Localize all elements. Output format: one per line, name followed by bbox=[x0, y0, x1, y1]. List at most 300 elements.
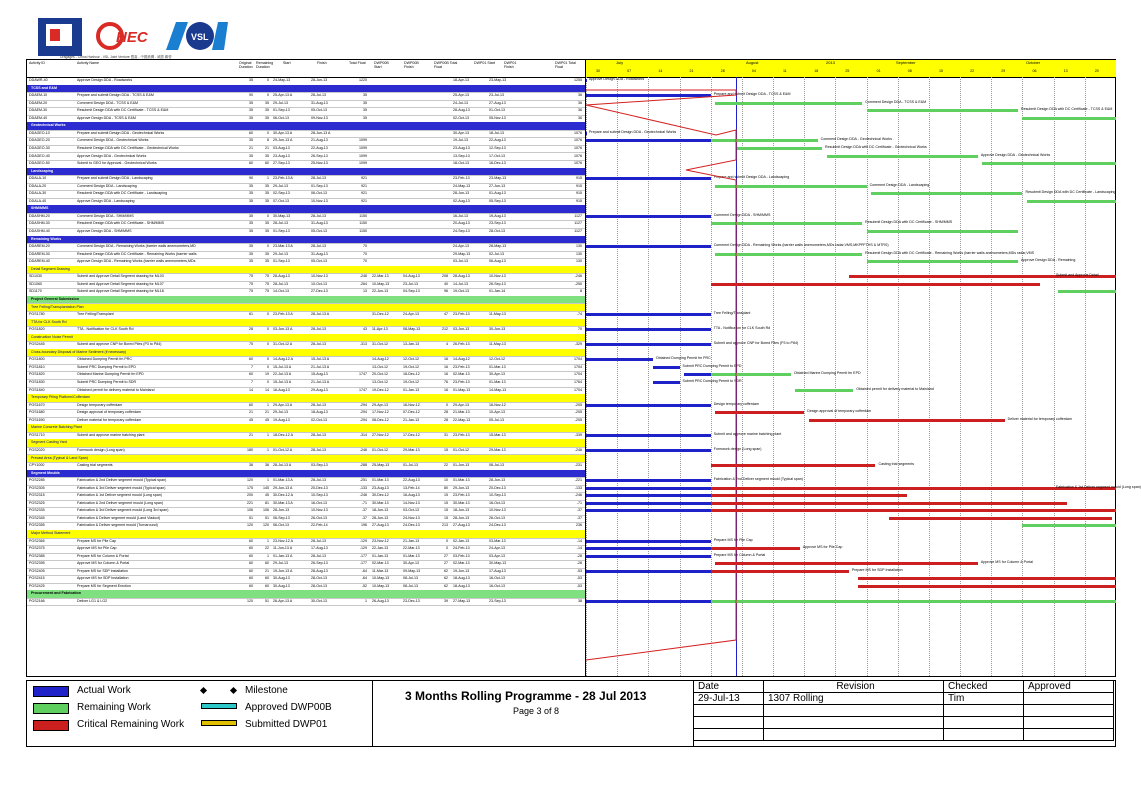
cell-rd: 35 bbox=[265, 198, 269, 203]
cell-rd: 0 bbox=[267, 342, 269, 347]
cell-f1: 03-Oct-13 bbox=[403, 508, 419, 513]
cell-id: DDASHM-30 bbox=[29, 221, 50, 226]
cell-st: 15-Jul-13 A bbox=[273, 380, 292, 384]
cell-t2: 1704 bbox=[574, 387, 582, 392]
cell-tf: -64 bbox=[361, 576, 367, 581]
cell-fi: 28-Jul-13 bbox=[311, 553, 326, 558]
cell-tf: -251 bbox=[359, 478, 367, 483]
cell-f1: 24-Apr-13 bbox=[403, 312, 419, 317]
cell-rd: 106 bbox=[263, 508, 269, 513]
cell-id: PGS2020 bbox=[29, 447, 45, 452]
rev-date-value: 29-Jul-13 bbox=[694, 693, 764, 705]
cell-od: 28 bbox=[249, 327, 253, 332]
cell-st: 27-Sep-13 bbox=[273, 161, 290, 166]
cell-f2: 01-Mar-13 bbox=[489, 364, 506, 369]
cell-id: DDAEM-40 bbox=[29, 115, 48, 120]
cell-rd: 60 bbox=[265, 561, 269, 566]
cell-s1: 02-Mar-13 bbox=[372, 561, 389, 566]
cell-f2: 23-Sep-13 bbox=[489, 221, 506, 226]
cell-id: PGS1840 bbox=[29, 387, 45, 392]
cell-tf: 196 bbox=[361, 523, 367, 528]
cell-s2: 19-Jul-13 bbox=[453, 138, 468, 143]
cell-od: 35 bbox=[249, 221, 253, 226]
cell-rd: 0 bbox=[267, 244, 269, 249]
cell-st: 14-Oct-13 bbox=[273, 289, 289, 294]
cell-s1: 31-Oct-12 bbox=[372, 342, 388, 347]
section-title: Major Method Statement bbox=[31, 531, 71, 535]
cell-t1: 15 bbox=[444, 447, 448, 452]
cell-st: 23-Feb-13 A bbox=[273, 312, 293, 317]
section-title: Cross-boundary Disposal of Marine Sediment (if necessary) bbox=[31, 349, 127, 354]
cell-rd: 35 bbox=[265, 191, 269, 196]
cell-t2: -53 bbox=[576, 576, 582, 581]
cell-rd: 60 bbox=[265, 576, 269, 581]
week-label: 15 bbox=[938, 69, 943, 73]
cell-name: Resubmit Design DDA with DC Certificate - Landscaping bbox=[77, 191, 168, 196]
cell-tf: -37 bbox=[361, 508, 367, 513]
cell-st: 28-Jul-13 bbox=[273, 221, 288, 226]
cell-t2: -231 bbox=[574, 463, 582, 468]
cell-od: 14 bbox=[249, 387, 253, 392]
cell-tf: -37 bbox=[361, 515, 367, 520]
cell-f2: 06-Aug-13 bbox=[489, 259, 506, 264]
cell-od: 120 bbox=[247, 478, 253, 483]
cell-tf: 921 bbox=[361, 183, 367, 188]
col-total-float: Total Float bbox=[349, 61, 366, 65]
cell-f2: 05-Sep-13 bbox=[489, 198, 506, 203]
cell-od: 200 bbox=[247, 493, 253, 498]
cell-s2: 02-Aug-13 bbox=[453, 198, 470, 203]
cell-s2: 23-Feb-13 bbox=[453, 493, 470, 498]
cell-st: 31-Oct-12 A bbox=[273, 342, 293, 347]
cell-t2: 130 bbox=[576, 251, 582, 256]
col-finish: Finish bbox=[317, 61, 327, 65]
cell-f2: 01-Aug-13 bbox=[489, 191, 506, 196]
cell-tf: -129 bbox=[359, 546, 367, 551]
bar-label: Approve Design DDA - Roadworks bbox=[589, 77, 645, 81]
cell-f1: 16-Nov-12 bbox=[403, 402, 420, 407]
vsl-logo bbox=[166, 20, 228, 52]
bar-label: Submit and approve marine batching plant bbox=[713, 431, 782, 436]
cell-name: Approve Design DDA - Remaining Works (barrier walls anemometers,MDs bbox=[77, 259, 196, 264]
cell-f1: 07-Dec-12 bbox=[403, 410, 420, 415]
cell-s1: 22-Mar-13 bbox=[372, 274, 389, 279]
cell-name: Comment Design DDA - SHM/MMS bbox=[77, 213, 134, 218]
cell-rd: 35 bbox=[265, 259, 269, 264]
cell-id: DDALA-40 bbox=[29, 198, 47, 203]
cell-s2: 14-Aug-12 bbox=[453, 357, 470, 362]
week-label: 20 bbox=[1094, 69, 1099, 73]
cell-f2: 05-Nov-13 bbox=[489, 115, 506, 120]
cell-fi: 21-Jul-13 A bbox=[311, 364, 330, 369]
cell-t1: 16 bbox=[444, 372, 448, 377]
cell-id: PGS2395 bbox=[29, 561, 45, 566]
cell-rd: 0 bbox=[267, 312, 269, 317]
cell-f2: 30-May-13 bbox=[489, 561, 507, 566]
cell-f2: 17-Oct-13 bbox=[489, 153, 505, 158]
cell-s2: 18-Apr-13 bbox=[453, 78, 469, 82]
cell-rd: 1 bbox=[267, 447, 269, 452]
cell-rd: 75 bbox=[265, 281, 269, 286]
cell-t1: 28 bbox=[444, 417, 448, 422]
cell-s2: 20-Aug-13 bbox=[453, 221, 470, 226]
cell-s2: 29-Apr-13 bbox=[453, 402, 469, 407]
cell-s2: 23-Feb-13 bbox=[453, 380, 470, 384]
cell-name: Design temporary cofferdam bbox=[77, 402, 123, 407]
cell-id: DDAGEO-20 bbox=[29, 138, 50, 143]
cell-t1: 31 bbox=[444, 432, 448, 437]
cell-od: 60 bbox=[249, 402, 253, 407]
cell-s1: 14-Aug-12 bbox=[372, 357, 389, 362]
cell-rd: 1 bbox=[267, 538, 269, 543]
cell-f2: 26-Sep-13 bbox=[489, 281, 506, 286]
cell-st: 30-Dec-12 A bbox=[273, 493, 293, 498]
cell-id: DDALA-30 bbox=[29, 191, 47, 196]
revision-table bbox=[693, 681, 1114, 746]
cell-t1: 213 bbox=[442, 523, 448, 528]
cell-od: 60 bbox=[249, 372, 253, 377]
cell-s1: 27-Nov-12 bbox=[372, 432, 389, 437]
cell-id: PGS1820 bbox=[29, 372, 45, 377]
cell-od: 35 bbox=[249, 108, 253, 113]
cell-name: Fabrication & 1st Deliver segment mould (Long span) bbox=[77, 493, 162, 498]
cell-id: DDAREM-40 bbox=[29, 259, 50, 264]
cell-s1: 10-May-13 bbox=[372, 576, 390, 581]
cell-id: PGS2305 bbox=[29, 485, 45, 490]
cell-od: 75 bbox=[249, 289, 253, 294]
cell-s2: 19-Oct-13 bbox=[453, 289, 469, 294]
cell-t2: 915 bbox=[576, 198, 582, 203]
cell-t2: -37 bbox=[576, 508, 582, 513]
cell-f1: 22-Mar-13 bbox=[403, 546, 420, 551]
cell-t2: -28 bbox=[576, 561, 582, 566]
cell-st: 29-Jul-13 bbox=[273, 183, 288, 188]
cell-rd: 1 bbox=[267, 432, 269, 437]
cell-st: 23-Feb-13 A bbox=[273, 176, 293, 181]
cell-t2: -53 bbox=[576, 568, 582, 573]
cell-t2: -205 bbox=[574, 417, 582, 422]
cell-id: DDAWR-40 bbox=[29, 78, 48, 82]
programme-title: 3 Months Rolling Programme - 28 Jul 2013 bbox=[405, 689, 647, 703]
cell-rd: 21 bbox=[265, 410, 269, 415]
cell-fi: 18-Aug-13 bbox=[311, 410, 328, 415]
cell-t2: 1127 bbox=[574, 221, 582, 226]
cell-name: Submit PRC Dumping Permit to SDR bbox=[77, 380, 137, 384]
cell-name: Fabrication & Deliver segment mould (Turnaround) bbox=[77, 523, 158, 528]
cell-t1: 15 bbox=[444, 500, 448, 505]
cell-t2: 1076 bbox=[574, 130, 582, 135]
svg-text:HEC: HEC bbox=[116, 29, 148, 46]
bar-label: Approve MS for Pile Cap bbox=[802, 545, 843, 550]
cell-rd: 35 bbox=[265, 153, 269, 158]
cell-f2: 14-May-13 bbox=[489, 387, 507, 392]
cell-f2: 01-Oct-13 bbox=[489, 108, 505, 113]
cell-f1: 08-Jul-13 bbox=[403, 583, 418, 588]
cell-rd: 120 bbox=[263, 523, 269, 528]
cell-f2: 16-Oct-13 bbox=[489, 500, 505, 505]
cell-name: Prepare MS for Column & Portal bbox=[77, 553, 129, 558]
cell-tf: -294 bbox=[359, 410, 367, 415]
cell-s2: 02-Mar-13 bbox=[453, 561, 470, 566]
cell-f2: 19-Aug-13 bbox=[489, 213, 506, 218]
col-dwp00b-start: DWP00B Start bbox=[374, 61, 389, 69]
cell-id: DDAGEO-30 bbox=[29, 145, 50, 150]
cell-t2: 1704 bbox=[574, 357, 582, 362]
cell-s2: 29-May-13 bbox=[453, 251, 471, 256]
legend-critical-label: Critical Remaining Work bbox=[77, 719, 185, 730]
cell-rd: 1 bbox=[267, 402, 269, 407]
col-dwp01-tf: DWP01 Total Float bbox=[555, 61, 576, 69]
cell-s2: 27-May-13 bbox=[453, 598, 471, 603]
cell-fi: 28-Jul-13 bbox=[311, 402, 326, 407]
cell-name: Tree Felling/Transplant bbox=[77, 312, 114, 317]
cell-name: Approve Design DDA - Geotechnical Works bbox=[77, 153, 147, 158]
cell-id: PGS2385 bbox=[29, 553, 45, 558]
month-label: September bbox=[896, 60, 916, 65]
cell-fi: 21-Jul-13 A bbox=[311, 380, 330, 384]
cell-t1: 27 bbox=[444, 561, 448, 566]
cell-fi: 16-Oct-13 bbox=[311, 500, 327, 505]
cell-f1: 08-Jul-13 bbox=[403, 576, 418, 581]
cell-s2: 23-Feb-13 bbox=[453, 176, 470, 181]
col-dwp00b-tf: DWP00B Total Float bbox=[434, 61, 458, 69]
cell-name: Fabrication & 2nd Deliver segment mould (Typical span) bbox=[77, 478, 167, 483]
cell-tf: 1747 bbox=[359, 387, 367, 392]
legend-approved-label: Approved DWP00B bbox=[245, 702, 332, 713]
cell-name: Fabrication & 3rd Deliver segment mould (Typical span) bbox=[77, 485, 166, 490]
cell-f1: 17-Dec-12 bbox=[403, 432, 420, 437]
cell-fi: 28-Jul-13 bbox=[311, 478, 326, 483]
cell-tf: 70 bbox=[363, 251, 367, 256]
cell-f2: 16-Nov-12 bbox=[489, 402, 506, 407]
section-title: Construction Noise Permit bbox=[31, 334, 73, 339]
cell-od: 7 bbox=[251, 380, 253, 384]
cell-fi: 10-Oct-13 bbox=[311, 281, 327, 286]
cell-fi: 02-Oct-13 bbox=[311, 417, 327, 422]
cell-name: Fabrication & 2nd Deliver segment mould (Long span) bbox=[77, 500, 164, 505]
cell-f1: 21-Jan-13 bbox=[403, 538, 420, 543]
cell-st: 24-May-13 bbox=[273, 78, 291, 82]
cell-f1: 01-Jan-13 bbox=[403, 387, 420, 392]
cell-od: 221 bbox=[247, 500, 253, 505]
cell-od: 7 bbox=[251, 364, 253, 369]
cell-s1: 11-Mar-13 bbox=[372, 568, 389, 573]
cell-tf: -64 bbox=[361, 568, 367, 573]
cell-rd: 35 bbox=[265, 100, 269, 105]
cell-tf: 1 bbox=[365, 598, 367, 603]
cell-name: Design approval of temporary cofferdam bbox=[77, 410, 142, 415]
cell-rd: 0 bbox=[267, 364, 269, 369]
cell-fi: 28-Jul-13 bbox=[311, 213, 326, 218]
cell-f2: 10-Sep-13 bbox=[489, 493, 506, 498]
cell-id: DDAGEO-10 bbox=[29, 130, 50, 135]
cell-st: 01-Sep-13 bbox=[273, 259, 290, 264]
cell-fi: 15-Aug-13 bbox=[311, 372, 328, 377]
cell-t2: -14 bbox=[576, 538, 582, 543]
section-title: Marine Concrete Batching Plant bbox=[31, 425, 82, 430]
rev-approved-value bbox=[1024, 693, 1114, 705]
col-dwp01-start: DWP01 Start bbox=[474, 61, 495, 65]
cell-s1: 01-Jan-13 bbox=[372, 553, 389, 558]
cell-t2: 1127 bbox=[574, 229, 582, 233]
cell-od: 90 bbox=[249, 176, 253, 181]
cell-od: 120 bbox=[247, 523, 253, 528]
cell-f2: 10-Nov-13 bbox=[489, 508, 506, 513]
cell-name: Approve MS for Pile Cap bbox=[77, 546, 117, 551]
cell-s2: 28-Jun-13 bbox=[453, 515, 470, 520]
cell-s1: 30-Mar-13 bbox=[372, 500, 389, 505]
cell-st: 19-Jun-13 A bbox=[273, 568, 293, 573]
cell-fi: 28-Jul-13 bbox=[311, 244, 326, 249]
cell-st: 06-Oct-13 bbox=[273, 523, 289, 528]
cell-fi: 05-Oct-13 bbox=[311, 108, 327, 113]
cell-s1: 27-Aug-13 bbox=[372, 523, 389, 528]
week-label: 08 bbox=[907, 69, 912, 73]
cell-t1: 40 bbox=[444, 281, 448, 286]
cell-id: DDAEM-20 bbox=[29, 100, 48, 105]
cell-t2: 70 bbox=[578, 327, 582, 332]
cell-od: 75 bbox=[249, 342, 253, 347]
section-title: Tree Felling/Transplantation Plan bbox=[31, 304, 84, 309]
cell-fi: 25-Nov-13 bbox=[311, 161, 328, 166]
dragages-logo bbox=[38, 18, 82, 56]
cell-id: DDALA-10 bbox=[29, 176, 47, 181]
cell-rd: 35 bbox=[265, 221, 269, 226]
cell-od: 75 bbox=[249, 274, 253, 279]
cell-s1: 22-Jan-13 bbox=[372, 546, 389, 551]
page-number: Page 3 of 8 bbox=[513, 706, 560, 716]
bar-label: Fabrication & 2nd Deliver segment mould (Typical span) bbox=[713, 477, 803, 482]
rev-checked-value: Tim bbox=[944, 693, 1024, 705]
cell-fi: 28-Jul-13 bbox=[311, 327, 326, 332]
cell-st: 01-Jan-13 A bbox=[273, 553, 293, 558]
cell-od: 21 bbox=[249, 145, 253, 150]
cell-t2: 8 bbox=[580, 289, 582, 294]
cell-t2: 36 bbox=[578, 108, 582, 113]
cell-tf: -71 bbox=[361, 500, 367, 505]
cell-name: Comment Design DDA - Landscaping bbox=[77, 183, 137, 188]
cell-s2: 01-Mar-13 bbox=[453, 478, 470, 483]
cell-st: 06-Oct-13 bbox=[273, 115, 289, 120]
cell-id: PGS2355 bbox=[29, 523, 45, 528]
cell-t2: -71 bbox=[576, 500, 582, 505]
cell-st: 30-Apr-13 A bbox=[273, 130, 293, 135]
cell-fi: 31-Aug-13 bbox=[311, 251, 328, 256]
cell-tf: 921 bbox=[361, 198, 367, 203]
cell-st: 29-Jul-13 bbox=[273, 100, 288, 105]
cell-t2: -133 bbox=[574, 485, 582, 490]
cell-s1: 25-May-13 bbox=[372, 463, 390, 468]
week-label: 29 bbox=[1001, 69, 1006, 73]
cell-tf: -52 bbox=[361, 583, 367, 588]
cell-rd: 21 bbox=[265, 145, 269, 150]
cell-fi: 01-Sep-13 bbox=[311, 183, 328, 188]
cell-f2: 29-Mar-13 bbox=[489, 447, 506, 452]
cell-st: 29-Apr-13 A bbox=[273, 402, 293, 407]
cell-st: 29-Jun-13 A bbox=[273, 485, 293, 490]
gantt-chart bbox=[585, 60, 1141, 676]
cell-name: Fabrication & Deliver segment mould (Land Viaduct) bbox=[77, 515, 161, 520]
cell-od: 61 bbox=[249, 312, 253, 317]
cell-rd: 14 bbox=[265, 387, 269, 392]
bar-label: Resubmit Design DDA with DC Certificate - Remaining Works (barrier walls anemometers,MDs radar,VMS bbox=[865, 250, 1035, 255]
cell-s2: 23-Feb-13 bbox=[453, 432, 470, 437]
cell-name: Approve MS for Column & Portal bbox=[77, 561, 130, 566]
cell-tf: -264 bbox=[359, 281, 367, 286]
cell-f1: 14-Nov-13 bbox=[403, 500, 420, 505]
cell-fi: 22-Feb-14 bbox=[311, 523, 328, 528]
cell-fi: 28-Jul-13 bbox=[311, 342, 326, 347]
cell-name: Prepare and submit Design DDA - Landscaping bbox=[77, 176, 153, 181]
cell-fi: 27-Dec-13 bbox=[311, 289, 328, 294]
cell-s1: 10-May-13 bbox=[372, 281, 390, 286]
cell-f2: 15-Mar-13 bbox=[489, 432, 506, 437]
cell-s2: 26-Feb-13 bbox=[453, 342, 470, 347]
cell-rd: 21 bbox=[265, 568, 269, 573]
cell-fi: 30-Oct-13 bbox=[311, 598, 327, 603]
cell-f1: 23-Dec-13 bbox=[403, 598, 420, 603]
cell-rd: 36 bbox=[265, 463, 269, 468]
cell-od: 106 bbox=[247, 508, 253, 513]
cell-name: Approve Design DDA - SHM/MMS bbox=[77, 229, 132, 233]
cell-rd: 35 bbox=[265, 108, 269, 113]
cell-f2: 18-Jul-13 bbox=[489, 130, 504, 135]
cell-f1: 12-Oct-12 bbox=[403, 357, 419, 362]
legend-critical-swatch bbox=[33, 720, 69, 731]
hec-logo bbox=[96, 20, 154, 52]
cell-t2: 1127 bbox=[574, 213, 582, 218]
cell-s2: 22-May-13 bbox=[453, 417, 471, 422]
cell-st: 15-Jul-13 A bbox=[273, 364, 292, 369]
cell-name: Comment Design DDA - TCSS & E&M bbox=[77, 100, 139, 105]
cell-fi: 31-Aug-13 bbox=[311, 100, 328, 105]
cell-t2: 1076 bbox=[574, 161, 582, 166]
cell-id: DDAREM-20 bbox=[29, 244, 50, 249]
cell-name: Obtained Marine Dumping Permit fm EPD bbox=[77, 372, 144, 377]
cell-id: DDALA-20 bbox=[29, 183, 47, 188]
week-label: 25 bbox=[845, 69, 850, 73]
critical-path-lines bbox=[586, 60, 1116, 676]
cell-f1: 19-Oct-12 bbox=[403, 364, 419, 369]
cell-tf: -294 bbox=[359, 417, 367, 422]
week-label: 28 bbox=[720, 69, 725, 73]
cell-od: 175 bbox=[247, 485, 253, 490]
section-title: Geotechnical Works bbox=[31, 123, 66, 128]
bar-label: Approve MS for Column & Portal bbox=[980, 560, 1034, 565]
cell-tf: 35 bbox=[363, 93, 367, 98]
cell-f2: 03-Mar-13 bbox=[489, 538, 506, 543]
cell-t1: 0 bbox=[446, 546, 448, 551]
cell-id: DDASHM-20 bbox=[29, 213, 50, 218]
cell-id: PGS2166 bbox=[29, 598, 45, 603]
cell-rd: 51 bbox=[265, 598, 269, 603]
cell-st: 30-May-13 bbox=[273, 213, 291, 218]
cell-s1: 31-Dec-12 bbox=[372, 312, 389, 317]
cell-id: PGS2375 bbox=[29, 546, 45, 551]
bar-label: Prepare and submit Design DDA - Geotechnical Works bbox=[589, 129, 677, 134]
cell-t2: 1704 bbox=[574, 372, 582, 377]
cell-id: DDAGEO-50 bbox=[29, 161, 50, 166]
cell-f1: 23-Jul-13 bbox=[403, 281, 418, 286]
cell-tf: 1150 bbox=[359, 213, 367, 218]
cell-tf: 35 bbox=[363, 100, 367, 105]
cell-id: PGS1820 bbox=[29, 327, 45, 332]
bar-label: Submit PRC Dumping Permit to SDR bbox=[682, 379, 742, 383]
cell-f2: 01-Mar-13 bbox=[489, 380, 506, 384]
cell-f2: 17-Aug-13 bbox=[489, 568, 506, 573]
bar-label: Submit and approve CNP for Bored Piles (P3 to P84) bbox=[713, 341, 799, 346]
cell-s1: 29-Apr-13 bbox=[372, 402, 388, 407]
